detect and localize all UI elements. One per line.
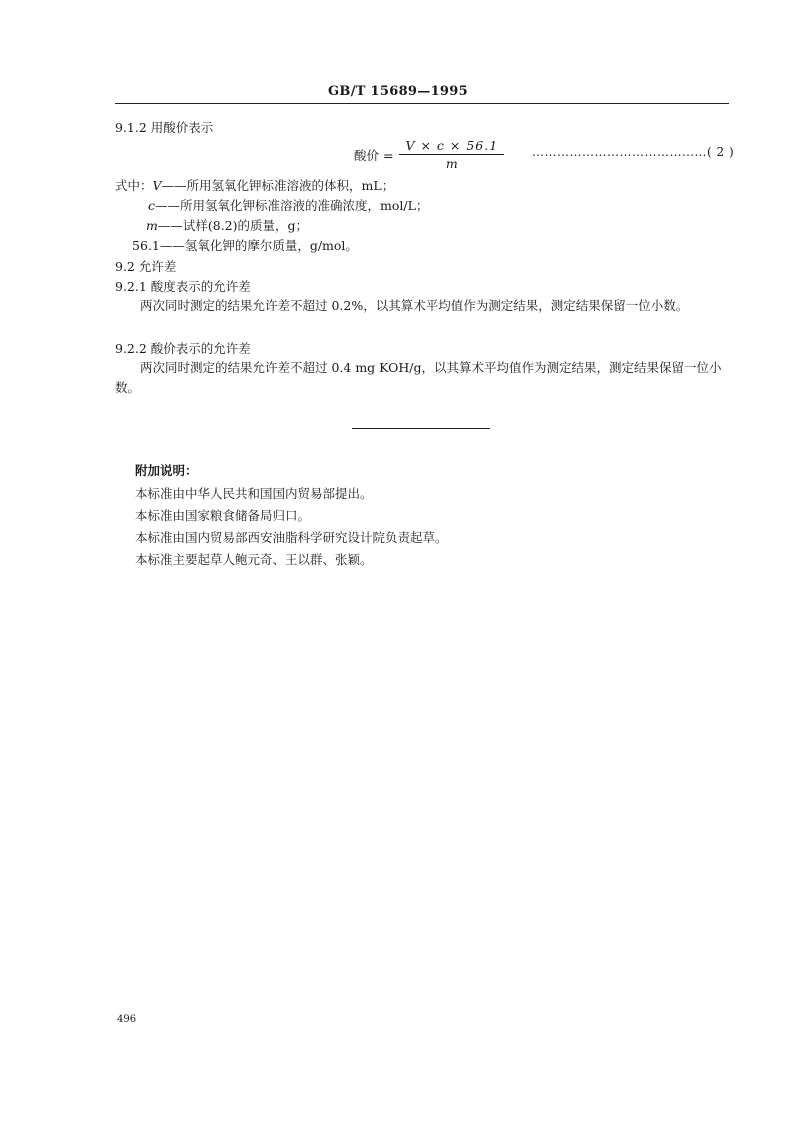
section-9-2-2-heading: 9.2.2 酸价表示的允许差 <box>115 341 251 356</box>
section-9-2-2-body: 两次同时测定的结果允许差不超过 0.4 mg KOH/g，以其算术平均值作为测定结果，测定结果保留一位小数。 <box>115 360 722 395</box>
where-item-molar-mass: 56.1——氢氧化钾的摩尔质量，g/mol。 <box>132 238 358 253</box>
section-9-1-2-heading: 9.1.2 用酸价表示 <box>115 120 214 135</box>
formula-number-line <box>532 145 734 159</box>
section-9-2-1-heading: 9.2.1 酸度表示的允许差 <box>115 279 251 294</box>
notes-line: 本标准由中华人民共和国国内贸易部提出。 <box>135 486 373 501</box>
end-rule <box>352 428 490 429</box>
where-item-v: 式中：V——所用氢氧化钾标准溶液的体积，mL； <box>115 178 395 193</box>
acid-value-formula <box>354 138 504 171</box>
where-item-m: m——试样(8.2)的质量，g； <box>146 218 308 233</box>
section-9-2-1-body: 两次同时测定的结果允许差不超过 0.2%，以其算术平均值作为测定结果，测定结果保留一位小数。 <box>140 298 689 313</box>
notes-line: 本标准由国家粮食储备局归口。 <box>135 508 311 523</box>
notes-line: 本标准主要起草人鲍元奇、王以群、张颖。 <box>135 552 373 567</box>
formula-fraction <box>399 138 504 171</box>
notes-title: 附加说明： <box>135 463 198 478</box>
page-number: 496 <box>117 1014 137 1025</box>
where-item-c: c——所用氢氧化钾标准溶液的准确浓度，mol/L； <box>148 198 429 213</box>
notes-line: 本标准由国内贸易部西安油脂科学研究设计院负责起草。 <box>135 530 448 545</box>
section-9-2-heading: 9.2 允许差 <box>115 259 177 274</box>
dot-leader: …………………………………… <box>532 145 707 159</box>
formula-denominator: m <box>445 156 458 171</box>
formula-lhs: 酸价 = <box>354 147 394 163</box>
header-rule <box>115 103 729 104</box>
equation-number: ( 2 ) <box>707 145 735 159</box>
formula-numerator: V × c × 56.1 <box>405 138 499 153</box>
standard-code-header: GB/T 15689—1995 <box>328 84 468 99</box>
